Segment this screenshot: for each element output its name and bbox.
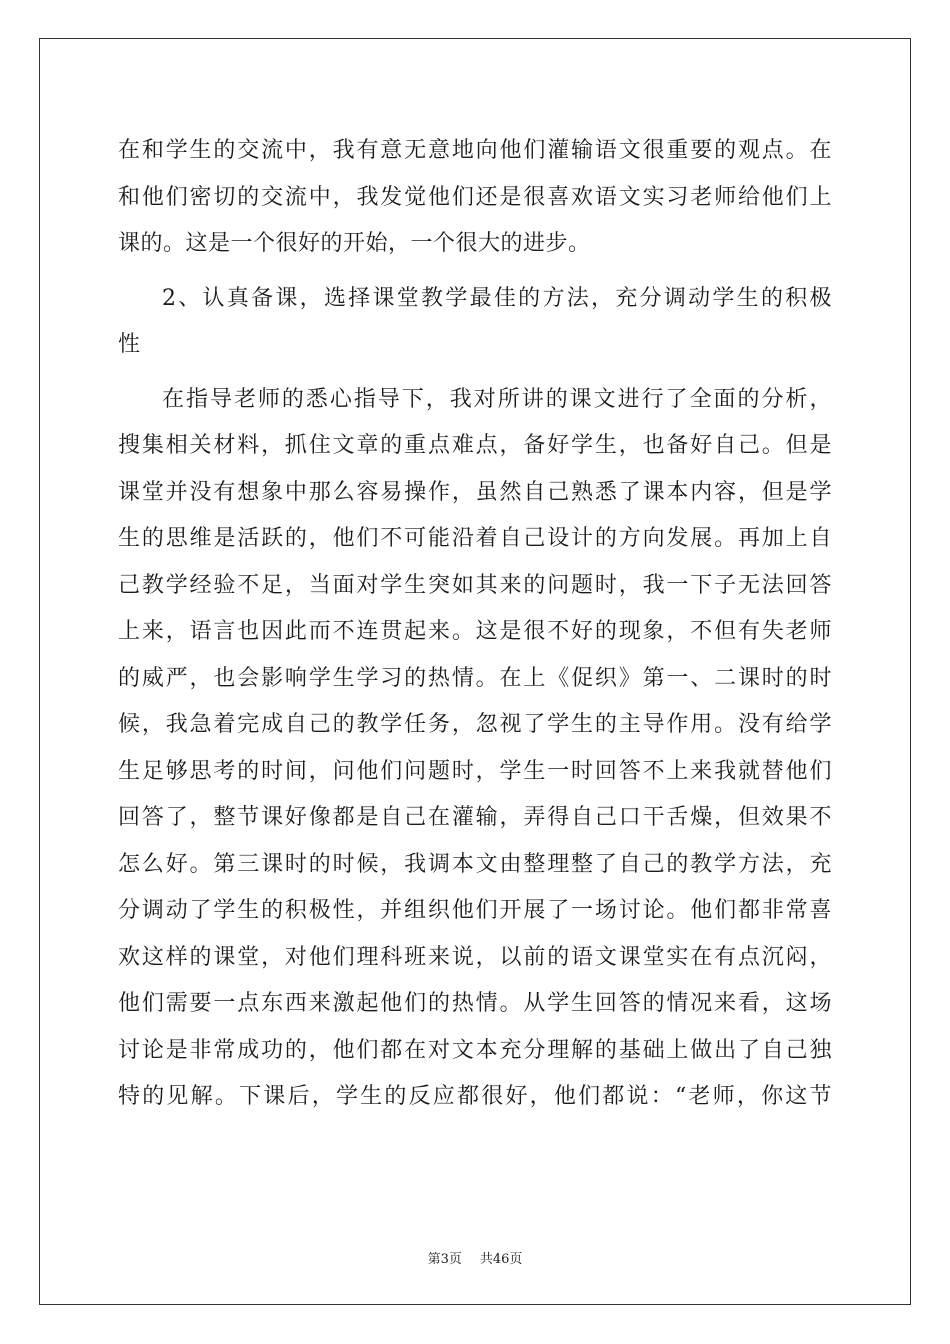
text-line: 生足够思考的时间，问他们问题时，学生一时回答不上来我就替他们 [118,758,832,784]
text-line: 他们需要一点东西来激起他们的热情。从学生回答的情况来看，这场 [118,991,832,1016]
text-line: 课的。这是一个很好的开始，一个很大的进步。 [118,231,591,256]
paragraph-2-section-heading [118,276,832,369]
paragraph-1 [118,128,832,268]
text-line: 搜集相关材料，抓住文章的重点难点，备好学生，也备好自己。但是 [118,433,832,458]
text-line: 性 [118,332,141,357]
text-line: 在指导老师的悉心指导下，我对所讲的课文进行了全面的分析， [162,386,832,412]
text-line: 在和学生的交流中，我有意无意地向他们灌输语文很重要的观点。在 [118,138,832,163]
text-line: 分调动了学生的积极性，并组织他们开展了一场讨论。他们都非常喜 [118,898,832,923]
text-line: 讨论是非常成功的，他们都在对文本充分理解的基础上做出了自己独 [118,1037,832,1063]
page-footer [0,1248,950,1267]
page-number: 第3页 [427,1252,462,1267]
text-line: 候，我急着完成自己的教学任务，忽视了学生的主导作用。没有给学 [118,712,832,737]
page-total: 共46页 [479,1252,523,1267]
document-body [118,128,832,1121]
text-line: 欢这样的课堂，对他们理科班来说，以前的语文课堂实在有点沉闷， [118,944,832,970]
text-line: 和他们密切的交流中，我发觉他们还是很喜欢语文实习老师给他们上 [118,184,832,210]
text-line: 2、认真备课，选择课堂教学最佳的方法，充分调动学生的积极 [162,285,832,311]
paragraph-3 [118,377,832,1121]
text-line: 生的思维是活跃的，他们不可能沿着自己设计的方向发展。再加上自 [118,526,832,551]
text-line: 特的见解。下课后，学生的反应都很好，他们都说：“老师，你这节 [118,1084,832,1109]
text-line: 怎么好。第三课时的时候，我调本文由整理整了自己的教学方法，充 [118,851,832,877]
text-line: 课堂并没有想象中那么容易操作，虽然自己熟悉了课本内容，但是学 [118,479,832,505]
text-line: 的威严，也会影响学生学习的热情。在上《促织》第一、二课时的时 [118,665,832,691]
text-line: 己教学经验不足，当面对学生突如其来的问题时，我一下子无法回答 [118,572,832,598]
text-line: 回答了，整节课好像都是自己在灌输，弄得自己口干舌燥，但效果不 [118,805,832,830]
text-line: 上来，语言也因此而不连贯起来。这是很不好的现象，不但有失老师 [118,619,832,644]
